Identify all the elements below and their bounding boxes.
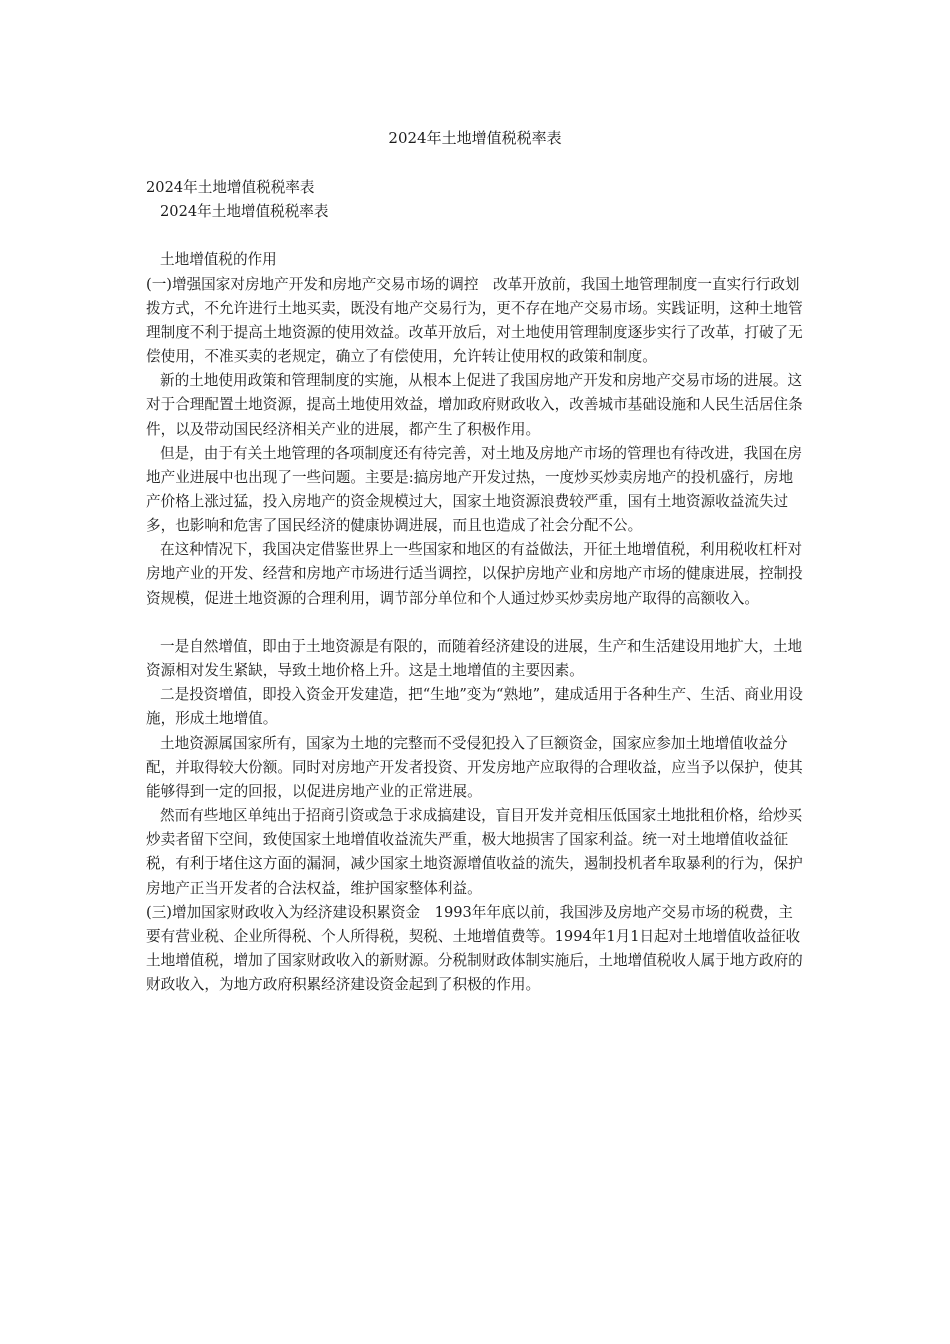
paragraph-3: 但是，由于有关土地管理的各项制度还有待完善，对土地及房地产市场的管理也有待改进，我国在房地产业进展中也出现了一些问题。主要是:搞房地产开发过热，一度炒买炒卖房地产的投机盛行，房地产价格上涨过猛，投入房地产的资金规模过大，国家土地资源浪费较严重，国有土地资源收益流失过多，也影响和危害了国民经济的健康协调进展，而且也造成了社会分配不公。 <box>146 444 803 535</box>
section-heading: 土地增值税的作用 <box>160 251 277 269</box>
paragraph-9: (三)增加国家财政收入为经济建设积累资金 1993年年底以前，我国涉及房地产交易市场的税费，主要有营业税、企业所得税、个人所得税，契税、土地增值费等。1994年1月1日起对土地增值收益征收土地增值税，增加了国家财政收入的新财源。分税制财政体制实施后，土地增值税收人属于地方政府的财政收入，为地方政府积累经济建设资金起到了积极的作用。 <box>146 903 803 994</box>
paragraph-5: 一是自然增值，即由于土地资源是有限的，而随着经济建设的进展，生产和生活建设用地扩大，土地资源相对发生紧缺，导致土地价格上升。这是土地增值的主要因素。 <box>146 637 803 680</box>
paragraph-8: 然而有些地区单纯出于招商引资或急于求成搞建设，盲目开发并竞相压低国家土地批租价格，给炒买炒卖者留下空间，致使国家土地增值收益流失严重，极大地损害了国家利益。统一对土地增值收益征税，有利于堵住这方面的漏洞，减少国家土地资源增值收益的流失，遏制投机者牟取暴利的行为，保护房地产正当开发者的合法权益，维护国家整体利益。 <box>146 807 803 897</box>
document-title: 2024年土地增值税税率表 <box>388 129 562 147</box>
document-body <box>146 176 806 997</box>
blank-line <box>146 611 806 635</box>
paragraph-7: 土地资源属国家所有，国家为土地的完整而不受侵犯投入了巨额资金，国家应参加土地增值收益分配，并取得较大份额。同时对房地产开发者投资、开发房地产应取得的合理收益，应当予以保护，使其能够得到一定的回报，以促进房地产业的正常进展。 <box>146 734 803 800</box>
paragraph-2: 新的土地使用政策和管理制度的实施，从根本上促进了我国房地产开发和房地产交易市场的进展。这对于合理配置土地资源，提高土地使用效益，增加政府财政收入，改善城市基础设施和人民生活居住条件，以及带动国民经济相关产业的进展，都产生了积极作用。 <box>146 372 803 438</box>
paragraph-6: 二是投资增值，即投入资金开发建造，把“生地”变为“熟地”，建成适用于各种生产、生活、商业用设施，形成土地增值。 <box>146 686 803 728</box>
paragraph-1: (一)增强国家对房地产开发和房地产交易市场的调控 改革开放前，我国土地管理制度一直实行行政划拨方式，不允许进行土地买卖，既没有地产交易行为，更不存在地产交易市场。实践证明，这种土地管理制度不利于提高土地资源的使用效益。改革开放后，对土地使用管理制度逐步实行了改革，打破了无偿使用，不准买卖的老规定，确立了有偿使用，允许转让使用权的政策和制度。 <box>146 275 803 366</box>
subtitle-2: 2024年土地增值税税率表 <box>160 203 329 221</box>
paragraph-4: 在这种情况下，我国决定借鉴世界上一些国家和地区的有益做法，开征土地增值税，利用税收杠杆对房地产业的开发、经营和房地产市场进行适当调控，以保护房地产业和房地产市场的健康进展，控制投资规模，促进土地资源的合理利用，调节部分单位和个人通过炒买炒卖房地产取得的高额收入。 <box>146 541 803 607</box>
blank-line <box>146 224 806 248</box>
subtitle-1: 2024年土地增值税税率表 <box>146 179 315 196</box>
